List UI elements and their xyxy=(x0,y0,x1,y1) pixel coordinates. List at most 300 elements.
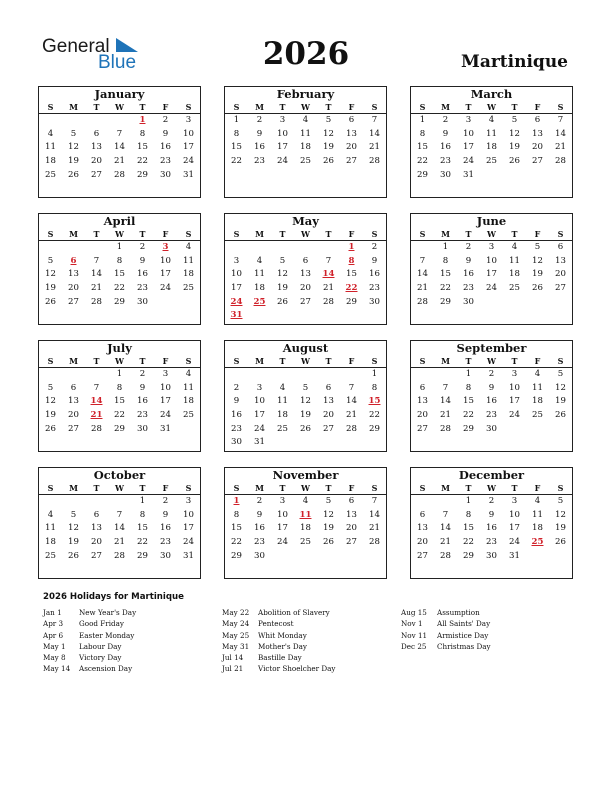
holiday-name: Christmas Day xyxy=(437,641,491,651)
day-cell xyxy=(85,495,108,509)
weekday-label: W xyxy=(487,483,496,493)
day-cell: 8 xyxy=(419,128,426,139)
weekday-header xyxy=(39,228,200,241)
weekday-label: F xyxy=(534,356,541,366)
day-cell: 14 xyxy=(369,509,380,520)
month-january xyxy=(38,86,201,198)
day-cell: 23 xyxy=(160,156,171,167)
day-cell xyxy=(434,495,457,509)
day-cell: 3 xyxy=(162,369,169,379)
holiday-day-cell: 6 xyxy=(70,255,77,266)
week-row xyxy=(411,522,572,536)
day-cell: 6 xyxy=(325,382,332,393)
day-cell xyxy=(526,423,549,437)
day-cell xyxy=(526,550,549,564)
day-cell xyxy=(317,241,340,255)
day-cell: 16 xyxy=(463,269,474,280)
day-cell: 16 xyxy=(440,142,451,153)
day-cell: 21 xyxy=(323,283,334,294)
day-cell: 7 xyxy=(371,496,378,506)
holiday-date: Dec 25 xyxy=(401,641,427,651)
week-row xyxy=(225,282,386,296)
week-row xyxy=(39,296,200,310)
day-cell: 26 xyxy=(509,156,520,167)
day-cell: 14 xyxy=(417,269,428,280)
day-cell: 29 xyxy=(417,169,428,180)
holiday-date: Nov 11 xyxy=(401,630,428,640)
week-row xyxy=(39,114,200,128)
day-cell: 27 xyxy=(91,169,102,180)
day-cell: 13 xyxy=(532,128,543,139)
day-cell: 22 xyxy=(114,410,125,421)
day-cell: 14 xyxy=(346,396,357,407)
day-cell xyxy=(225,368,248,382)
weekday-label: W xyxy=(487,229,496,239)
day-cell: 13 xyxy=(300,269,311,280)
day-cell: 20 xyxy=(300,283,311,294)
day-cell: 19 xyxy=(300,410,311,421)
day-cell: 4 xyxy=(47,128,54,139)
day-cell: 30 xyxy=(160,169,171,180)
holiday-date: May 25 xyxy=(222,630,250,640)
day-cell: 2 xyxy=(139,242,146,252)
day-cell: 15 xyxy=(137,142,148,153)
day-cell: 2 xyxy=(488,496,495,506)
week-row xyxy=(411,169,572,183)
holiday-date: Nov 1 xyxy=(401,619,423,629)
weekday-label: F xyxy=(348,102,355,112)
day-cell: 17 xyxy=(160,269,171,280)
day-cell xyxy=(294,309,317,323)
day-cell: 6 xyxy=(557,242,564,252)
weekday-label: M xyxy=(255,229,264,239)
weekday-label: T xyxy=(511,102,518,112)
day-cell xyxy=(39,114,62,128)
day-cell: 26 xyxy=(555,410,566,421)
holiday-name: All Saints' Day xyxy=(437,619,491,629)
day-cell xyxy=(340,368,363,382)
day-cell: 6 xyxy=(419,509,426,520)
day-cell: 26 xyxy=(45,423,56,434)
day-cell: 23 xyxy=(463,283,474,294)
day-cell: 1 xyxy=(465,369,472,379)
day-cell: 3 xyxy=(511,496,518,506)
day-cell: 27 xyxy=(68,296,79,307)
weekday-label: M xyxy=(441,229,450,239)
day-cell: 11 xyxy=(45,523,56,534)
day-cell: 21 xyxy=(114,156,125,167)
day-cell: 26 xyxy=(323,156,334,167)
holiday-item xyxy=(43,630,136,641)
day-cell xyxy=(294,241,317,255)
day-cell: 27 xyxy=(555,283,566,294)
holidays-heading: 2026 Holidays for Martinique xyxy=(43,592,184,602)
weekday-label: S xyxy=(233,356,240,366)
holiday-item xyxy=(401,641,491,652)
month-title: April xyxy=(103,214,136,228)
day-cell: 25 xyxy=(277,423,288,434)
day-cell: 19 xyxy=(555,396,566,407)
weekday-label: T xyxy=(465,356,472,366)
weekday-label: F xyxy=(348,229,355,239)
day-cell: 27 xyxy=(323,423,334,434)
week-row xyxy=(411,509,572,523)
day-cell: 16 xyxy=(137,396,148,407)
day-cell: 16 xyxy=(486,396,497,407)
day-cell: 5 xyxy=(279,255,286,266)
day-cell: 26 xyxy=(555,537,566,548)
holiday-date: Apr 3 xyxy=(43,619,64,629)
day-cell: 25 xyxy=(45,169,56,180)
day-cell: 4 xyxy=(534,496,541,506)
weekday-label: S xyxy=(47,102,54,112)
weekday-label: T xyxy=(139,356,146,366)
weekday-label: T xyxy=(93,483,100,493)
holiday-column xyxy=(222,607,336,675)
weekday-label: M xyxy=(441,483,450,493)
week-row xyxy=(39,282,200,296)
logo-word-general: General xyxy=(42,36,110,57)
weekday-label: T xyxy=(325,356,332,366)
day-cell: 20 xyxy=(346,142,357,153)
day-cell: 28 xyxy=(91,423,102,434)
day-cell: 17 xyxy=(254,410,265,421)
week-row xyxy=(225,409,386,423)
day-cell: 26 xyxy=(45,296,56,307)
logo-word-blue: Blue xyxy=(98,52,137,73)
day-cell xyxy=(294,436,317,450)
day-cell: 21 xyxy=(555,142,566,153)
month-april xyxy=(38,213,201,325)
day-cell: 7 xyxy=(348,382,355,393)
holiday-day-cell: 21 xyxy=(90,410,103,421)
day-cell: 12 xyxy=(532,255,543,266)
day-cell: 18 xyxy=(45,537,56,548)
day-cell xyxy=(271,368,294,382)
holiday-item xyxy=(401,618,491,629)
holiday-name: Pentecost xyxy=(258,619,294,629)
day-cell: 15 xyxy=(114,269,125,280)
month-december xyxy=(410,467,573,579)
week-row xyxy=(411,128,572,142)
day-cell: 5 xyxy=(511,115,518,125)
day-cell: 12 xyxy=(300,396,311,407)
holiday-name: Victor Shoelcher Day xyxy=(258,664,336,674)
day-cell: 23 xyxy=(231,423,242,434)
day-cell: 26 xyxy=(323,537,334,548)
day-cell: 21 xyxy=(369,142,380,153)
weekday-label: S xyxy=(419,356,426,366)
day-cell xyxy=(340,550,363,564)
day-cell: 27 xyxy=(91,550,102,561)
day-cell: 1 xyxy=(419,115,426,125)
day-cell: 30 xyxy=(254,550,265,561)
holiday-item xyxy=(43,607,136,618)
day-cell: 10 xyxy=(160,382,171,393)
weekday-header xyxy=(225,355,386,368)
day-cell: 24 xyxy=(183,156,194,167)
day-cell: 24 xyxy=(509,537,520,548)
day-cell: 18 xyxy=(509,269,520,280)
day-cell xyxy=(248,309,271,323)
day-cell xyxy=(340,309,363,323)
day-cell: 7 xyxy=(93,255,100,266)
day-cell: 9 xyxy=(442,128,449,139)
day-cell: 9 xyxy=(465,255,472,266)
day-cell xyxy=(434,368,457,382)
day-cell xyxy=(503,296,526,310)
day-cell xyxy=(526,296,549,310)
day-cell: 9 xyxy=(162,509,169,520)
day-cell: 18 xyxy=(486,142,497,153)
day-cell xyxy=(363,550,386,564)
day-cell: 11 xyxy=(183,382,194,393)
day-cell: 21 xyxy=(369,523,380,534)
weekday-label: T xyxy=(139,483,146,493)
day-cell: 30 xyxy=(440,169,451,180)
weekday-label: W xyxy=(301,102,310,112)
day-cell xyxy=(62,495,85,509)
weekday-label: S xyxy=(371,229,378,239)
weekday-header xyxy=(411,482,572,495)
day-cell: 21 xyxy=(417,283,428,294)
holiday-date: May 31 xyxy=(222,641,250,651)
day-cell xyxy=(411,368,434,382)
day-cell: 15 xyxy=(231,523,242,534)
day-cell: 3 xyxy=(279,496,286,506)
day-cell: 9 xyxy=(139,382,146,393)
day-cell: 2 xyxy=(371,242,378,252)
day-cell: 27 xyxy=(300,296,311,307)
weekday-label: F xyxy=(162,229,169,239)
day-cell: 22 xyxy=(463,410,474,421)
day-cell: 2 xyxy=(488,369,495,379)
day-cell: 11 xyxy=(532,382,543,393)
weekday-label: T xyxy=(465,102,472,112)
holiday-date: May 8 xyxy=(43,653,66,663)
day-cell: 26 xyxy=(68,169,79,180)
day-cell: 5 xyxy=(325,496,332,506)
holiday-date: May 14 xyxy=(43,664,71,674)
day-cell: 8 xyxy=(116,255,123,266)
weekday-label: T xyxy=(325,483,332,493)
day-cell xyxy=(549,169,572,183)
day-cell: 31 xyxy=(183,550,194,561)
day-cell xyxy=(294,368,317,382)
day-cell: 15 xyxy=(137,523,148,534)
day-cell xyxy=(248,368,271,382)
day-cell: 17 xyxy=(277,142,288,153)
day-cell: 23 xyxy=(160,537,171,548)
day-cell: 14 xyxy=(114,142,125,153)
day-cell: 17 xyxy=(183,523,194,534)
week-row xyxy=(225,368,386,382)
day-cell: 16 xyxy=(254,142,265,153)
week-row xyxy=(225,241,386,255)
day-cell: 14 xyxy=(91,269,102,280)
week-row xyxy=(411,255,572,269)
day-cell: 21 xyxy=(346,410,357,421)
week-row xyxy=(411,282,572,296)
weekday-header xyxy=(225,482,386,495)
weekday-label: W xyxy=(301,483,310,493)
day-cell: 29 xyxy=(440,296,451,307)
day-cell: 3 xyxy=(185,115,192,125)
weekday-header xyxy=(39,355,200,368)
day-cell: 26 xyxy=(532,283,543,294)
day-cell: 30 xyxy=(137,423,148,434)
holiday-item xyxy=(222,652,336,663)
day-cell xyxy=(549,296,572,310)
day-cell: 24 xyxy=(277,537,288,548)
week-row xyxy=(411,155,572,169)
day-cell: 26 xyxy=(277,296,288,307)
day-cell: 18 xyxy=(532,523,543,534)
day-cell: 17 xyxy=(183,142,194,153)
weekday-label: F xyxy=(348,356,355,366)
day-cell: 12 xyxy=(555,509,566,520)
day-cell: 31 xyxy=(509,550,520,561)
holiday-name: Abolition of Slavery xyxy=(258,608,330,617)
week-row xyxy=(225,128,386,142)
weekday-header xyxy=(411,101,572,114)
day-cell: 6 xyxy=(93,128,100,139)
holiday-day-cell: 15 xyxy=(368,396,381,407)
day-cell: 23 xyxy=(369,283,380,294)
weekday-label: F xyxy=(534,483,541,493)
day-cell: 23 xyxy=(486,410,497,421)
day-cell: 31 xyxy=(183,169,194,180)
day-cell: 31 xyxy=(254,437,265,448)
day-cell xyxy=(271,309,294,323)
day-cell: 19 xyxy=(277,283,288,294)
day-cell: 14 xyxy=(369,128,380,139)
week-row xyxy=(411,382,572,396)
weekday-label: S xyxy=(47,356,54,366)
day-cell: 7 xyxy=(419,255,426,266)
day-cell: 4 xyxy=(302,496,309,506)
month-july xyxy=(38,340,201,452)
holiday-item xyxy=(222,607,336,618)
holiday-date: May 22 xyxy=(222,608,250,617)
day-cell: 22 xyxy=(137,156,148,167)
day-cell: 5 xyxy=(557,369,564,379)
day-cell xyxy=(271,241,294,255)
day-cell: 4 xyxy=(185,369,192,379)
month-title: May xyxy=(292,214,319,228)
day-cell: 25 xyxy=(45,550,56,561)
day-cell: 10 xyxy=(277,509,288,520)
weekday-label: W xyxy=(115,356,124,366)
day-cell: 16 xyxy=(254,523,265,534)
day-cell: 24 xyxy=(183,537,194,548)
day-cell: 26 xyxy=(68,550,79,561)
day-cell: 11 xyxy=(300,128,311,139)
day-cell: 12 xyxy=(277,269,288,280)
holiday-day-cell: 1 xyxy=(348,242,355,252)
week-row xyxy=(225,536,386,550)
day-cell: 3 xyxy=(256,382,263,393)
day-cell: 28 xyxy=(440,423,451,434)
weekday-label: M xyxy=(441,356,450,366)
day-cell: 1 xyxy=(139,496,146,506)
month-october xyxy=(38,467,201,579)
day-cell: 11 xyxy=(509,255,520,266)
week-row xyxy=(225,550,386,564)
month-june xyxy=(410,213,573,325)
day-cell: 7 xyxy=(371,115,378,125)
day-cell: 15 xyxy=(463,396,474,407)
day-cell xyxy=(62,114,85,128)
day-cell: 19 xyxy=(532,269,543,280)
day-cell xyxy=(271,550,294,564)
day-cell xyxy=(317,550,340,564)
day-cell: 28 xyxy=(440,550,451,561)
weekday-label: T xyxy=(465,229,472,239)
day-cell xyxy=(503,423,526,437)
day-cell: 10 xyxy=(509,509,520,520)
day-cell: 28 xyxy=(346,423,357,434)
weekday-label: T xyxy=(511,356,518,366)
holiday-day-cell: 14 xyxy=(322,269,335,280)
day-cell: 21 xyxy=(91,283,102,294)
day-cell: 1 xyxy=(442,242,449,252)
day-cell: 20 xyxy=(68,410,79,421)
weekday-label: S xyxy=(47,229,54,239)
day-cell: 24 xyxy=(463,156,474,167)
day-cell xyxy=(154,296,177,310)
day-cell: 28 xyxy=(323,296,334,307)
day-cell: 30 xyxy=(463,296,474,307)
week-row xyxy=(39,128,200,142)
holiday-item xyxy=(222,641,336,652)
week-row xyxy=(225,382,386,396)
day-cell xyxy=(85,368,108,382)
holiday-item xyxy=(43,618,136,629)
day-cell: 2 xyxy=(233,382,240,393)
week-row xyxy=(225,155,386,169)
weekday-label: T xyxy=(511,229,518,239)
day-cell: 20 xyxy=(323,410,334,421)
day-cell: 22 xyxy=(463,537,474,548)
day-cell xyxy=(62,368,85,382)
day-cell xyxy=(317,368,340,382)
day-cell: 13 xyxy=(91,142,102,153)
day-cell: 6 xyxy=(302,255,309,266)
day-cell: 7 xyxy=(116,509,123,520)
holiday-item xyxy=(43,663,136,674)
weekday-label: M xyxy=(69,229,78,239)
week-row xyxy=(411,141,572,155)
day-cell: 25 xyxy=(509,283,520,294)
weekday-header xyxy=(411,228,572,241)
day-cell: 2 xyxy=(162,115,169,125)
day-cell: 7 xyxy=(325,255,332,266)
day-cell: 13 xyxy=(555,255,566,266)
day-cell: 25 xyxy=(183,410,194,421)
holiday-name: Assumption xyxy=(437,608,480,617)
holiday-item xyxy=(222,663,336,674)
weekday-label: T xyxy=(139,102,146,112)
holiday-date: Jul 14 xyxy=(222,653,244,663)
day-cell: 13 xyxy=(68,396,79,407)
holiday-name: Bastille Day xyxy=(258,653,302,663)
week-row xyxy=(411,550,572,564)
day-cell: 8 xyxy=(139,509,146,520)
month-title: March xyxy=(470,87,513,101)
day-cell: 29 xyxy=(231,550,242,561)
holiday-date: Aug 15 xyxy=(401,608,427,617)
